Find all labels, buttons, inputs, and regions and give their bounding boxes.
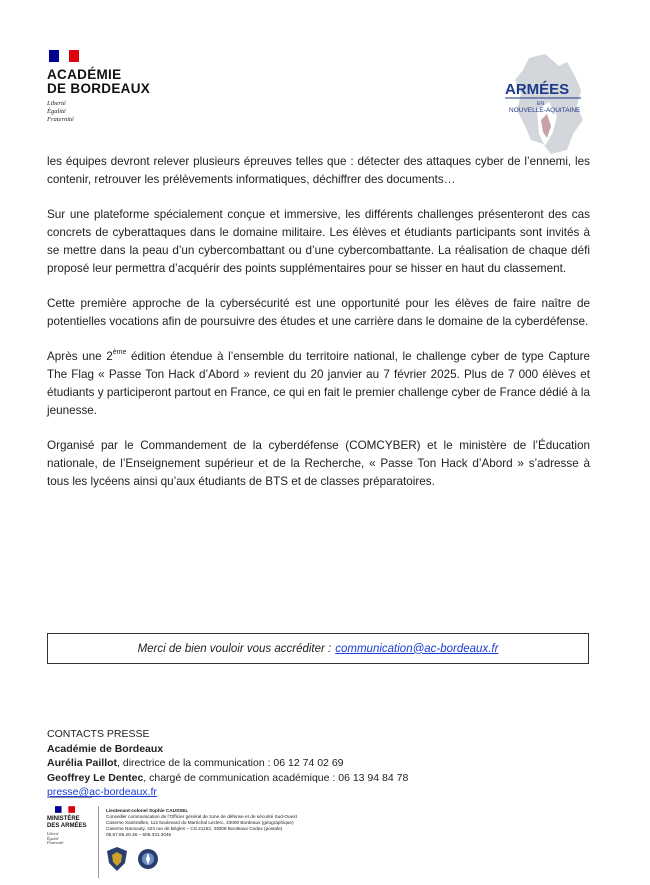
footer-vertical-rule [98,806,99,878]
paragraph-challenges: les équipes devront relever plusieurs épreuves telles que : détecter des attaques cyber de l’ennemi, les contenir, retrouver les prélèvements informatiques, déchiffrer des documents… [47,155,590,186]
republic-motto: Liberté Égalité Fraternité [47,100,74,123]
signature-line: 05.57.85.20.46 – 605.331.2046 [106,832,172,837]
accreditation-text: Merci de bien vouloir vous accréditer : [137,642,332,655]
contact-line-2: Geoffrey Le Dentec, chargé de communication académique : 06 13 94 84 78 [47,771,409,784]
footer-divider [47,797,92,798]
paragraph-cybersecurity: Cette première approche de la cybersécurité est une opportunité pour les élèves de faire naître de potentielles vocations afin de poursuivre des études et une carrière dans le domaine de la cyberdéfense. [47,297,590,328]
armees-nouvelle-aquitaine-logo [497,50,597,160]
zone-defense-insignia-icon [137,848,159,870]
accreditation-box [47,633,589,664]
signature-line: Conseiller communication de l’Officier général de zone de défense et de sécurité Sud-Ouest [106,814,297,819]
armees-title: ARMÉES [505,81,570,98]
paragraph-edition: Après une 2ème édition étendue à l’ensemble du territoire national, le challenge cyber de type Capture The Flag « Passe Ton Hack d’Abord » revient du 20 janvier au 7 février 2025. Plus de 7 000 élèves et étudiants y participeront partout en France, ce qui en fait le premier challenge cyber de France dédié à la jeunesse. [47,349,590,417]
press-contacts [47,727,408,800]
press-email-link[interactable]: presse@ac-bordeaux.fr [47,786,157,798]
paragraph-platform: Sur une plateforme spécialement conçue et immersive, les différents challenges présenteront des cas concrets de cyberattaques dans le domaine militaire. Les élèves et étudiants participants sont invités à se mettre dans la peau d’un cybercombattant ou d’une cybercombattante. La réalisation de chaque défi proposé leur permettra d’acquérir des points supplémentaires pour se hisser en haut du classement. [47,208,590,275]
signature-name: Lieutenant-colonel Sophie CAUSSEL [106,808,189,813]
armees-en: EN [537,101,544,107]
ministere-motto: Liberté Égalité Fraternité [47,831,64,845]
signature-line: Caserne Xaintrailles, 112 boulevard du Maréchal Leclerc, 33000 Bordeaux (géographique) [106,820,294,825]
signature-block [106,808,396,838]
ministere-name: MINISTÈRE DES ARMÉES [47,816,87,829]
armees-region: NOUVELLE-AQUITAINE [509,107,581,114]
paragraph-organisation: Organisé par le Commandement de la cyberdéfense (COMCYBER) et le ministère de l’Éducation nationale, de l’Enseignement supérieur et de la Recherche, « Passe Ton Hack d’Abord » s’adresse à tous les lycéens ainsi qu’aux étudiants de BTS et de classes préparatoires. [47,439,590,488]
french-flag-icon [49,50,79,62]
contacts-heading: CONTACTS PRESSE [47,728,150,740]
french-flag-small-icon [55,806,75,813]
accreditation-email-link[interactable]: communication@ac-bordeaux.fr [335,642,499,655]
academie-name: ACADÉMIE DE BORDEAUX [47,67,151,96]
signature-line: Caserne Nansouty, 223 rue de Bègles – CS 21152, 33008 Bordeaux Cedex (postale) [106,826,283,831]
contact-line-1: Aurélia Paillot, directrice de la communication : 06 12 74 02 69 [47,757,344,769]
military-insignia-icon [106,846,128,872]
body-text [47,153,590,508]
contacts-org: Académie de Bordeaux [47,742,164,755]
